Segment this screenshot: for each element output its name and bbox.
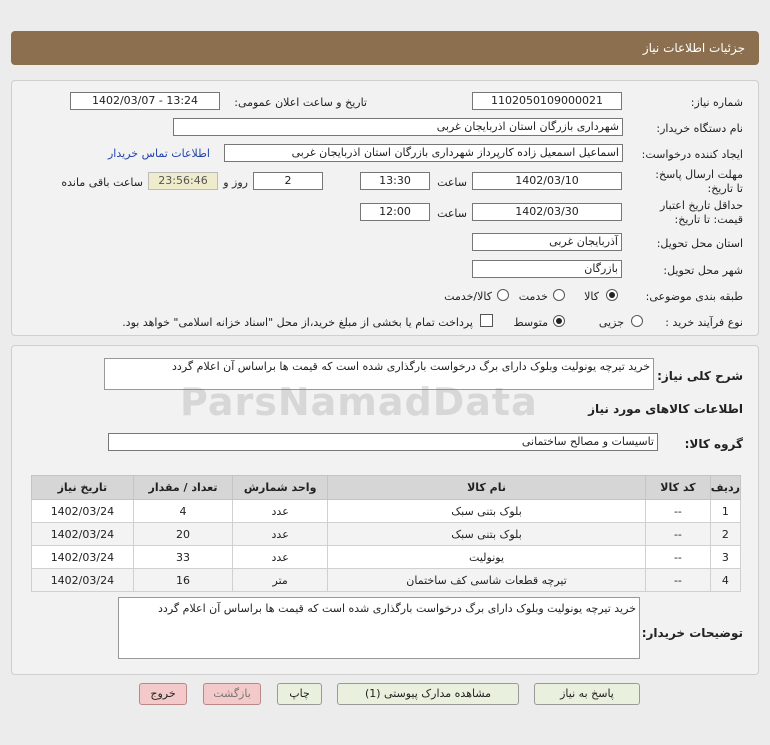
process-minor-label: جزیی	[598, 316, 624, 329]
col-name: نام کالا	[327, 476, 645, 500]
cell-qty: 4	[133, 500, 233, 523]
cell-date: 1402/03/24	[32, 546, 134, 569]
back-button[interactable]: بازگشت	[203, 683, 261, 705]
cell-row: 3	[710, 546, 740, 569]
goods-section-title: اطلاعات کالاهای مورد نیاز	[588, 402, 743, 416]
reply-button[interactable]: پاسخ به نیاز	[534, 683, 640, 705]
cell-date: 1402/03/24	[32, 569, 134, 592]
cell-row: 4	[710, 569, 740, 592]
cell-row: 2	[710, 523, 740, 546]
col-row: ردیف	[710, 476, 740, 500]
category-goods-service-label: کالا/خدمت	[444, 290, 492, 303]
description-label: شرح کلی نیاز:	[657, 369, 743, 383]
cell-unit: عدد	[233, 523, 328, 546]
treasury-payment-note: پرداخت تمام یا بخشی از مبلغ خرید،از محل "اسناد خزانه اسلامی" خواهد بود.	[122, 316, 473, 329]
col-qty: تعداد / مقدار	[133, 476, 233, 500]
cell-name: یونولیت	[327, 546, 645, 569]
buyer-org-label: نام دستگاه خریدار:	[656, 122, 743, 135]
announce-label: تاریخ و ساعت اعلان عمومی:	[234, 96, 367, 109]
cell-unit: عدد	[233, 500, 328, 523]
cell-code: --	[646, 569, 711, 592]
cell-date: 1402/03/24	[32, 500, 134, 523]
days-field: 2	[253, 172, 323, 190]
validity-label: حداقل تاریخ اعتبار قیمت: تا تاریخ:	[659, 199, 743, 226]
deadline-date-field: 1402/03/10	[472, 172, 622, 190]
table-row[interactable]	[32, 546, 741, 569]
process-medium-radio[interactable]	[553, 315, 565, 327]
province-label: استان محل تحویل:	[656, 237, 743, 250]
col-code: کد کالا	[646, 476, 711, 500]
process-label: نوع فرآیند خرید :	[665, 316, 743, 329]
page-header	[11, 31, 759, 65]
requester-field: اسماعیل اسمعیل زاده کارپرداز شهرداری بازرگان استان اذربایجان غربی	[224, 144, 623, 162]
cell-qty: 20	[133, 523, 233, 546]
goods-group-label: گروه کالا:	[684, 437, 743, 451]
table-row[interactable]	[32, 500, 741, 523]
attachments-button[interactable]: مشاهده مدارک پیوستی (1)	[337, 683, 519, 705]
cell-code: --	[646, 523, 711, 546]
page-title: جزئیات اطلاعات نیاز	[642, 41, 745, 55]
description-field: خرید تیرچه یونولیت وبلوک دارای برگ درخواست بارگذاری شده است که قیمت ها براساس آن اعلام گردد	[104, 358, 654, 390]
days-label: روز و	[223, 176, 248, 189]
validity-time-label: ساعت	[437, 207, 467, 220]
city-field: بازرگان	[472, 260, 622, 278]
category-goods-service-radio[interactable]	[497, 289, 509, 301]
cell-code: --	[646, 546, 711, 569]
need-number-field: 1102050109000021	[472, 92, 622, 110]
cell-qty: 16	[133, 569, 233, 592]
province-field: آذربایجان غربی	[472, 233, 622, 251]
deadline-label: مهلت ارسال پاسخ: تا تاریخ:	[655, 168, 743, 195]
cell-unit: متر	[233, 569, 328, 592]
cell-code: --	[646, 500, 711, 523]
requester-label: ایجاد کننده درخواست:	[641, 148, 743, 161]
goods-group-field: تاسیسات و مصالح ساختمانی	[108, 433, 658, 451]
category-label: طبقه بندی موضوعی:	[645, 290, 743, 303]
treasury-payment-checkbox[interactable]	[480, 314, 493, 327]
buyer-contact-link[interactable]: اطلاعات تماس خریدار	[108, 147, 210, 160]
remaining-label: ساعت باقی مانده	[61, 176, 143, 189]
cell-qty: 33	[133, 546, 233, 569]
validity-date-field: 1402/03/30	[472, 203, 622, 221]
cell-name: بلوک بتنی سبک	[327, 500, 645, 523]
cell-date: 1402/03/24	[32, 523, 134, 546]
category-service-label: خدمت	[518, 290, 548, 303]
buyer-notes-label: توضیحات خریدار:	[641, 626, 743, 640]
col-date: تاریخ نیاز	[32, 476, 134, 500]
category-goods-label: کالا	[584, 290, 599, 303]
city-label: شهر محل تحویل:	[663, 264, 743, 277]
buyer-notes-field: خرید تیرچه یونولیت وبلوک دارای برگ درخواست بارگذاری شده است که قیمت ها براساس آن اعلام گردد	[118, 597, 640, 659]
watermark-text: ParsNamadData	[180, 380, 538, 424]
col-unit: واحد شمارش	[233, 476, 328, 500]
table-row[interactable]	[32, 569, 741, 592]
category-goods-radio[interactable]	[606, 289, 618, 301]
buyer-org-field: شهرداری بازرگان استان اذربایجان غربی	[173, 118, 623, 136]
announce-field: 1402/03/07 - 13:24	[70, 92, 220, 110]
validity-time-field: 12:00	[360, 203, 430, 221]
process-minor-radio[interactable]	[631, 315, 643, 327]
goods-table	[31, 475, 741, 592]
table-row[interactable]	[32, 523, 741, 546]
deadline-time-field: 13:30	[360, 172, 430, 190]
cell-unit: عدد	[233, 546, 328, 569]
process-medium-label: متوسط	[513, 316, 548, 329]
category-service-radio[interactable]	[553, 289, 565, 301]
need-number-label: شماره نیاز:	[690, 96, 743, 109]
cell-name: تیرچه قطعات شاسی کف ساختمان	[327, 569, 645, 592]
goods-table-header	[32, 476, 741, 500]
remaining-time-field: 23:56:46	[148, 172, 218, 190]
cell-name: بلوک بتنی سبک	[327, 523, 645, 546]
print-button[interactable]: چاپ	[277, 683, 322, 705]
deadline-time-label: ساعت	[437, 176, 467, 189]
cell-row: 1	[710, 500, 740, 523]
exit-button[interactable]: خروج	[139, 683, 187, 705]
